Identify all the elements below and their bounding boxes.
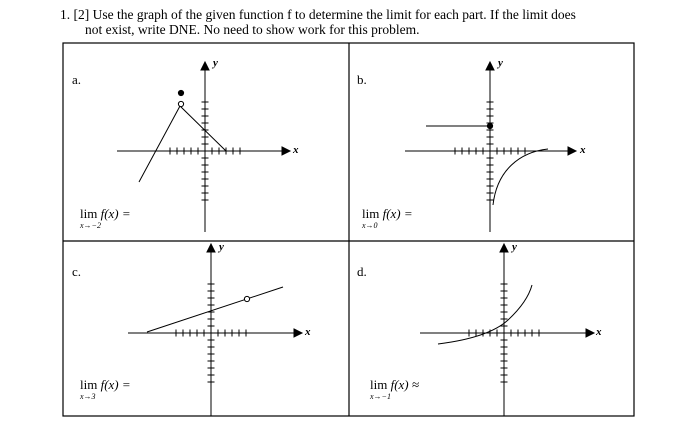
x-axis-label-d: x (596, 326, 602, 338)
filled-point (487, 123, 492, 128)
y-axis-arrow (500, 244, 508, 252)
x-axis-label-a: x (293, 144, 299, 156)
part-label-c: c. (72, 264, 82, 279)
lim-word: lim (80, 377, 98, 392)
filled-point (178, 90, 183, 95)
graph-c (128, 244, 302, 416)
lim-word: lim (80, 206, 98, 221)
y-axis-arrow (201, 62, 209, 70)
function-expression: f(x) = (382, 206, 413, 221)
y-axis-label-a: y (213, 57, 218, 69)
limit-subscript: x→3 (80, 392, 96, 401)
lim-word: lim (370, 377, 388, 392)
y-axis-arrow (486, 62, 494, 70)
part-label-b: b. (357, 72, 367, 87)
graph-d (420, 244, 594, 416)
function-expression: f(x) ≈ (390, 377, 420, 392)
limit-subscript: x→−2 (80, 221, 101, 230)
x-axis-label-b: x (580, 144, 586, 156)
x-axis-arrow (586, 329, 594, 337)
question-line-1: 1. [2] Use the graph of the given function f to determine the limit for each part. If the limit does (60, 7, 576, 22)
x-axis-arrow (294, 329, 302, 337)
lim-word: lim (362, 206, 380, 221)
x-axis-arrow (568, 147, 576, 155)
part-label-d: d. (357, 264, 367, 279)
graph-a (117, 62, 290, 232)
limit-expression-a (80, 207, 131, 230)
limit-expression-c (80, 378, 131, 401)
function-expression: f(x) = (100, 206, 131, 221)
y-axis-label-d: y (512, 241, 517, 253)
limit-expression-b (362, 207, 413, 230)
function-expression: f(x) = (100, 377, 131, 392)
question-line-2: not exist, write DNE. No need to show work for this problem. (85, 22, 420, 37)
function-line (147, 287, 283, 332)
limit-subscript: x→−1 (370, 392, 391, 401)
y-axis-label-c: y (219, 241, 224, 253)
y-axis-label-b: y (498, 57, 503, 69)
part-label-a: a. (72, 72, 82, 87)
x-axis-label-c: x (305, 326, 311, 338)
limit-expression-d (370, 378, 419, 401)
x-axis-arrow (282, 147, 290, 155)
right-branch-curve (493, 149, 548, 205)
open-circle (178, 101, 183, 106)
open-circle (244, 296, 249, 301)
limit-subscript: x→0 (362, 221, 378, 230)
graph-b (405, 62, 576, 232)
y-axis-arrow (207, 244, 215, 252)
function-curve (139, 106, 226, 182)
